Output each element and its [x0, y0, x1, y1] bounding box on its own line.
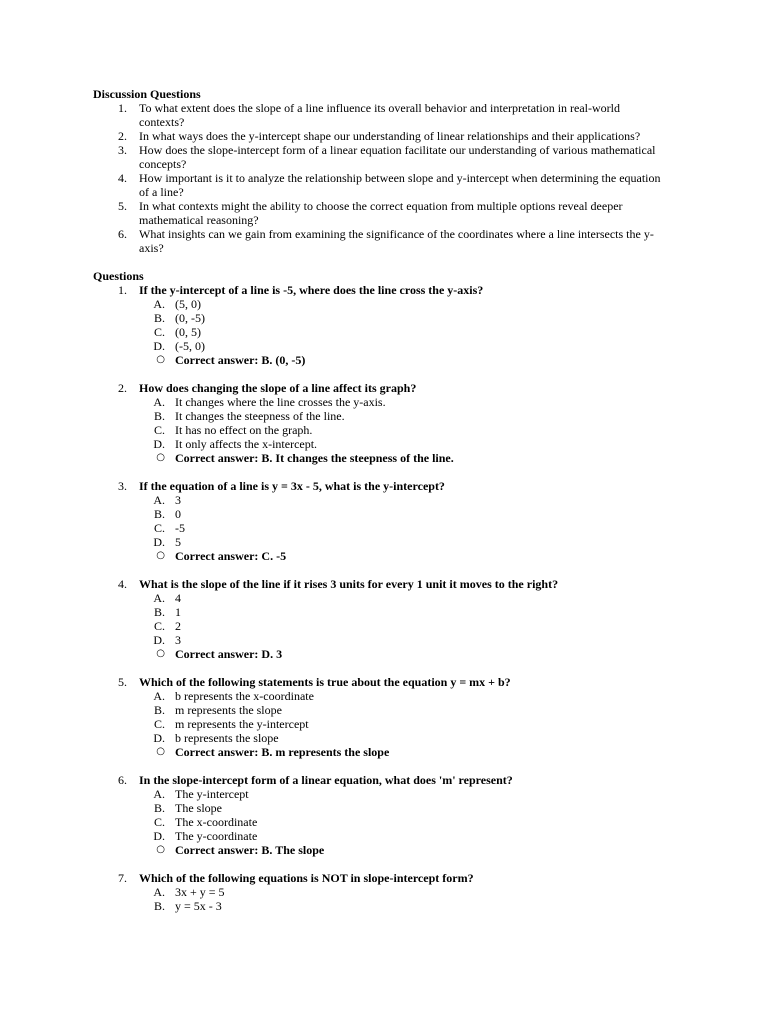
correct-answer	[93, 647, 673, 661]
question-number: 3.	[118, 479, 127, 493]
correct-answer	[93, 353, 673, 367]
option-item	[93, 507, 673, 521]
option-item	[93, 815, 673, 829]
option-item	[93, 339, 673, 353]
option-text: 3x + y = 5	[175, 885, 225, 899]
option-letter: B.	[153, 801, 165, 815]
question-text: Which of the following equations is NOT in slope-intercept form?	[139, 871, 474, 885]
question-number: 1.	[118, 283, 127, 297]
option-item	[93, 591, 673, 605]
option-item	[93, 437, 673, 451]
option-item	[93, 731, 673, 745]
discussion-item	[93, 143, 673, 171]
option-item	[93, 633, 673, 647]
item-number: 3.	[118, 143, 127, 157]
option-item	[93, 619, 673, 633]
item-text: In what ways does the y-intercept shape our understanding of linear relationships and their applications?	[139, 129, 641, 143]
option-letter: B.	[153, 311, 165, 325]
question-item	[93, 283, 673, 367]
document-body	[93, 87, 673, 927]
option-letter: B.	[153, 507, 165, 521]
circle-bullet-icon: ○	[156, 550, 165, 561]
question-header	[93, 283, 673, 297]
option-letter: C.	[153, 325, 165, 339]
questions-list	[93, 283, 673, 913]
option-text: 5	[175, 535, 181, 549]
circle-bullet-icon: ○	[156, 354, 165, 365]
option-text: It has no effect on the graph.	[175, 423, 313, 437]
section-spacer	[93, 255, 673, 269]
option-text: 2	[175, 619, 181, 633]
option-item	[93, 717, 673, 731]
option-text: b represents the x-coordinate	[175, 689, 314, 703]
question-number: 5.	[118, 675, 127, 689]
option-letter: B.	[153, 605, 165, 619]
item-text: In what contexts might the ability to choose the correct equation from multiple options reveal deeper mathematical reasoning?	[139, 199, 623, 227]
options-list	[93, 395, 673, 465]
item-number: 1.	[118, 101, 127, 115]
question-text: If the y-intercept of a line is -5, where does the line cross the y-axis?	[139, 283, 484, 297]
option-text: 1	[175, 605, 181, 619]
question-number: 2.	[118, 381, 127, 395]
question-item	[93, 675, 673, 759]
option-letter: D.	[153, 437, 165, 451]
question-number: 4.	[118, 577, 127, 591]
option-item	[93, 829, 673, 843]
answer-text: Correct answer: B. (0, -5)	[175, 353, 306, 367]
option-letter: D.	[153, 535, 165, 549]
question-number: 6.	[118, 773, 127, 787]
option-letter: C.	[153, 815, 165, 829]
option-text: 3	[175, 633, 181, 647]
option-letter: D.	[153, 829, 165, 843]
item-text: How does the slope-intercept form of a linear equation facilitate our understanding of various mathematical concepts?	[139, 143, 656, 171]
option-letter: D.	[153, 339, 165, 353]
question-header	[93, 871, 673, 885]
option-letter: D.	[153, 731, 165, 745]
question-item	[93, 773, 673, 857]
question-header	[93, 381, 673, 395]
correct-answer	[93, 451, 673, 465]
questions-title: Questions	[93, 269, 144, 283]
question-text: In the slope-intercept form of a linear equation, what does 'm' represent?	[139, 773, 513, 787]
question-number: 7.	[118, 871, 127, 885]
option-letter: C.	[153, 423, 165, 437]
correct-answer	[93, 745, 673, 759]
option-text: The x-coordinate	[175, 815, 258, 829]
question-item	[93, 479, 673, 563]
circle-bullet-icon: ○	[156, 746, 165, 757]
option-text: 0	[175, 507, 181, 521]
option-text: 4	[175, 591, 181, 605]
question-item	[93, 871, 673, 913]
option-item	[93, 535, 673, 549]
option-text: (0, -5)	[175, 311, 205, 325]
discussion-item	[93, 101, 673, 129]
option-letter: B.	[153, 409, 165, 423]
answer-text: Correct answer: B. The slope	[175, 843, 325, 857]
item-number: 4.	[118, 171, 127, 185]
option-item	[93, 395, 673, 409]
question-item	[93, 381, 673, 465]
options-list	[93, 885, 673, 913]
discussion-title: Discussion Questions	[93, 87, 201, 101]
option-text: (-5, 0)	[175, 339, 205, 353]
item-number: 6.	[118, 227, 127, 241]
options-list	[93, 493, 673, 563]
option-letter: A.	[153, 787, 165, 801]
option-letter: B.	[153, 703, 165, 717]
option-item	[93, 311, 673, 325]
option-text: It changes where the line crosses the y-axis.	[175, 395, 386, 409]
question-header	[93, 479, 673, 493]
question-item	[93, 577, 673, 661]
option-letter: B.	[153, 899, 165, 913]
option-item	[93, 899, 673, 913]
option-item	[93, 689, 673, 703]
option-item	[93, 801, 673, 815]
option-text: (5, 0)	[175, 297, 201, 311]
option-text: y = 5x - 3	[175, 899, 222, 913]
option-letter: A.	[153, 395, 165, 409]
answer-text: Correct answer: B. It changes the steepness of the line.	[175, 451, 454, 465]
option-letter: A.	[153, 591, 165, 605]
option-letter: A.	[153, 493, 165, 507]
item-text: What insights can we gain from examining the significance of the coordinates where a line intersects the y-axis?	[139, 227, 654, 255]
circle-bullet-icon: ○	[156, 452, 165, 463]
option-text: b represents the slope	[175, 731, 279, 745]
option-item	[93, 787, 673, 801]
discussion-item	[93, 227, 673, 255]
question-header	[93, 577, 673, 591]
item-text: How important is it to analyze the relationship between slope and y-intercept when determining the equation of a line?	[139, 171, 661, 199]
option-item	[93, 297, 673, 311]
answer-text: Correct answer: B. m represents the slope	[175, 745, 390, 759]
question-text: How does changing the slope of a line affect its graph?	[139, 381, 417, 395]
option-letter: C.	[153, 619, 165, 633]
option-text: 3	[175, 493, 181, 507]
question-header	[93, 675, 673, 689]
circle-bullet-icon: ○	[156, 844, 165, 855]
options-list	[93, 787, 673, 857]
answer-text: Correct answer: C. -5	[175, 549, 287, 563]
discussion-list	[93, 101, 673, 255]
correct-answer	[93, 843, 673, 857]
option-letter: A.	[153, 297, 165, 311]
option-text: -5	[175, 521, 185, 535]
option-item	[93, 493, 673, 507]
question-text: If the equation of a line is y = 3x - 5, what is the y-intercept?	[139, 479, 445, 493]
item-number: 2.	[118, 129, 127, 143]
option-text: The y-coordinate	[175, 829, 258, 843]
option-text: The slope	[175, 801, 222, 815]
option-item	[93, 409, 673, 423]
option-item	[93, 703, 673, 717]
option-text: m represents the slope	[175, 703, 282, 717]
option-text: The y-intercept	[175, 787, 249, 801]
options-list	[93, 297, 673, 367]
option-item	[93, 521, 673, 535]
option-text: It only affects the x-intercept.	[175, 437, 318, 451]
discussion-item	[93, 129, 673, 143]
option-text: (0, 5)	[175, 325, 201, 339]
option-letter: A.	[153, 689, 165, 703]
correct-answer	[93, 549, 673, 563]
option-item	[93, 423, 673, 437]
option-letter: A.	[153, 885, 165, 899]
option-text: m represents the y-intercept	[175, 717, 309, 731]
option-item	[93, 885, 673, 899]
option-letter: C.	[153, 521, 165, 535]
item-number: 5.	[118, 199, 127, 213]
option-text: It changes the steepness of the line.	[175, 409, 345, 423]
answer-text: Correct answer: D. 3	[175, 647, 283, 661]
option-item	[93, 605, 673, 619]
item-text: To what extent does the slope of a line influence its overall behavior and interpretation in real-world contexts?	[139, 101, 620, 129]
discussion-item	[93, 171, 673, 199]
circle-bullet-icon: ○	[156, 648, 165, 659]
option-item	[93, 325, 673, 339]
option-letter: D.	[153, 633, 165, 647]
discussion-item	[93, 199, 673, 227]
options-list	[93, 689, 673, 759]
question-text: Which of the following statements is true about the equation y = mx + b?	[139, 675, 511, 689]
options-list	[93, 591, 673, 661]
question-header	[93, 773, 673, 787]
question-text: What is the slope of the line if it rises 3 units for every 1 unit it moves to the right?	[139, 577, 559, 591]
option-letter: C.	[153, 717, 165, 731]
